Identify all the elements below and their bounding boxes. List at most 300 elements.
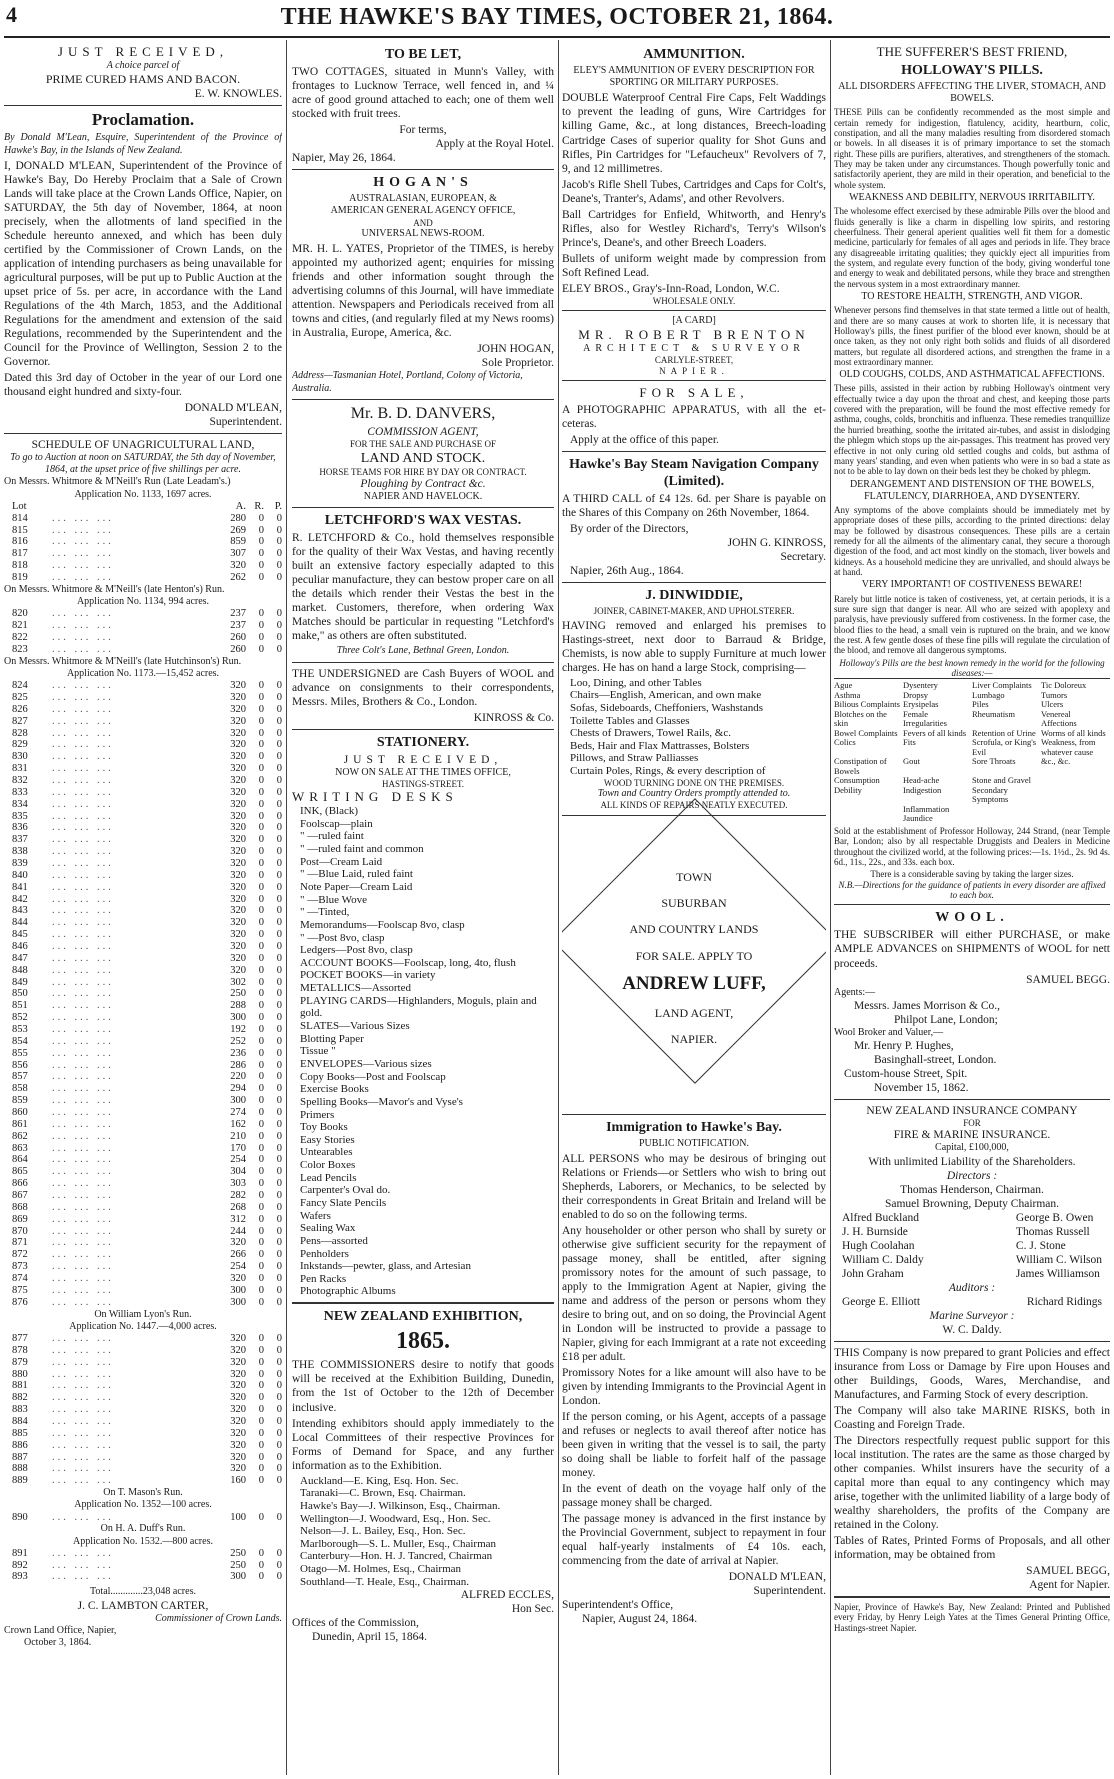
insurance-for: FOR xyxy=(963,1118,981,1129)
lot-leader: ... ... ... xyxy=(52,631,114,643)
lot-leader: ... ... ... xyxy=(52,1296,114,1308)
to-let-title: TO BE LET, xyxy=(384,47,462,62)
lot-roods: 0 xyxy=(258,1012,264,1024)
lot-leader: ... ... ... xyxy=(52,881,114,893)
lot-leader: ... ... ... xyxy=(52,952,114,964)
lot-number: 826 xyxy=(12,703,28,715)
lot-number: 835 xyxy=(12,810,28,822)
wool-agents: Agents:— xyxy=(834,986,876,998)
luff-line: LAND AGENT, xyxy=(654,1005,734,1020)
lot-roods: 0 xyxy=(258,1332,264,1344)
lot-row xyxy=(4,965,282,977)
furniture-item: Sofas, Sideboards, Cheffoniers, Washstands xyxy=(570,701,764,714)
lot-row xyxy=(4,1095,282,1107)
exhibition-date: Dunedin, April 15, 1864. xyxy=(312,1631,427,1644)
lot-number: 836 xyxy=(12,822,28,834)
lot-acres: 320 xyxy=(230,560,246,572)
holloway-para: THESE Pills can be confidently recommended as the most simple and certain remedy for indigestion, flatulency, acidity, heartburn, colic, constipation, and all the many maladies resulting from disordered stomach or bowels. In all diseases it is of primary importance to set the stomach right. These pills are purifiers, alteratives, and strengtheners of the stomach. They may be taken under any circumstances. Though powerfully tonic and satisfactorily aperient, they are mild in their operation, and beneficial to the whole system. xyxy=(834,107,1110,190)
hogan-sub4: UNIVERSAL NEWS-ROOM. xyxy=(361,227,485,239)
stationery-item: ENVELOPES—Various sizes xyxy=(300,1057,432,1070)
lot-row xyxy=(4,1107,282,1119)
lot-perches: 0 xyxy=(276,1451,282,1463)
lot-leader: ... ... ... xyxy=(52,643,114,655)
holloway-known: Holloway's Pills are the best known remedy in the world for the following diseases:— xyxy=(839,657,1105,678)
lot-leader: ... ... ... xyxy=(52,1356,114,1368)
lot-perches: 0 xyxy=(276,988,282,1000)
lot-row xyxy=(4,846,282,858)
disease-cell: Head-ache xyxy=(903,775,940,786)
insurance-title: NEW ZEALAND INSURANCE COMPANY xyxy=(866,1105,1078,1117)
disease-cell: Asthma xyxy=(834,689,861,700)
exhibition-body: THE COMMISSIONERS desire to notify that goods will be received at the Exhibition Building, Dunedin, from the 1st of October to the 12th of December inclusive. xyxy=(292,1359,554,1414)
lot-leader: ... ... ... xyxy=(52,703,114,715)
lot-roods: 0 xyxy=(258,774,264,786)
holloway-para: Any symptoms of the above complaints should be immediately met by appropriate doses of these pills, according to the printed directions: delay may be followed by disastrous consequences. These pills are a certain remedy for all the ailments of the alimentary canal, they secure a thorough digestion of the food, and act most kindly on the stomach, liver bowels and kidneys. As a household medicine they are unrivalled, and should always be at hand. xyxy=(834,504,1110,577)
ammunition-body: DOUBLE Waterproof Central Fire Caps, Felt Waddings to prevent the leading of guns, Wire Cartridges for killing Game, &c., at long distances, Breech-loading Cartridge Cases of superior quality for Shot Guns and Rifles, Pin Cartridges for "Lefaucheux" Revolvers of 7, 9, and 12 millimetres. xyxy=(562,92,826,175)
to-let-terms: For terms, xyxy=(399,124,447,137)
lot-leader: ... ... ... xyxy=(52,1154,114,1166)
disease-cell: Rheumatism xyxy=(972,708,1015,719)
lot-perches: 0 xyxy=(276,1559,282,1571)
lot-perches: 0 xyxy=(276,1416,282,1427)
office-line: Crown Land Office, Napier, xyxy=(4,1624,117,1636)
wax-title: LETCHFORD'S WAX VESTAS. xyxy=(324,513,522,529)
lot-perches: 0 xyxy=(276,786,282,798)
disease-cell: Female Irregularities xyxy=(903,708,947,729)
proclamation-by: By Donald M'Lean, Esquire, Superintendent of the Province of Hawke's Bay, in the Islands of New Zealand. xyxy=(4,132,282,156)
lot-leader: ... ... ... xyxy=(52,727,114,739)
lot-perches: 0 xyxy=(276,739,282,751)
lot-perches: 0 xyxy=(276,834,282,846)
lot-leader: ... ... ... xyxy=(52,846,114,858)
lot-perches: 0 xyxy=(276,1273,282,1285)
exhibition-office: Offices of the Commission, xyxy=(292,1617,419,1630)
lot-perches: 0 xyxy=(276,691,282,703)
lot-row xyxy=(4,1060,282,1072)
lot-number: 884 xyxy=(12,1416,28,1427)
lot-row xyxy=(4,513,282,525)
immigration-body3: Promissory Notes for a like amount will also have to be given by intending Immigrants to the Provincial Agent in London. xyxy=(562,1367,826,1408)
stationery-item: Pens—assorted xyxy=(300,1234,368,1247)
immigration-sign: DONALD M'LEAN, xyxy=(728,1571,826,1584)
disease-cell: Tumors xyxy=(1041,689,1068,700)
insurance-deputy: Samuel Browning, Deputy Chairman. xyxy=(884,1197,1060,1210)
lot-perches: 0 xyxy=(276,1296,282,1308)
danvers-sub: COMMISSION AGENT, xyxy=(367,426,479,439)
lot-roods: 0 xyxy=(258,1190,264,1202)
wool-body: THE SUBSCRIBER will either PURCHASE, or make AMPLE ADVANCES on SHIPMENTS of WOOL for nett proceeds. xyxy=(834,929,1110,970)
lot-acres: 294 xyxy=(230,1083,246,1095)
lot-acres: 320 xyxy=(230,964,246,976)
disease-cell: Debility xyxy=(834,784,862,795)
dinwiddie-repairs: ALL KINDS OF REPAIRS NEATLY EXECUTED. xyxy=(600,800,788,811)
furniture-item: Beds, Hair and Flax Mattrasses, Bolsters xyxy=(570,739,750,752)
diseases-table xyxy=(834,678,1110,824)
lot-number: 888 xyxy=(12,1463,28,1475)
lot-perches: 0 xyxy=(276,810,282,822)
lot-roods: 0 xyxy=(258,1095,264,1107)
lot-leader: ... ... ... xyxy=(52,1130,114,1142)
lot-roods: 0 xyxy=(258,1213,264,1225)
lot-leader: ... ... ... xyxy=(52,1380,114,1392)
lot-row xyxy=(4,1416,282,1428)
stationery-item: Spelling Books—Mavor's and Vyse's xyxy=(300,1095,463,1108)
lot-perches: 0 xyxy=(276,1095,282,1107)
lot-number: 829 xyxy=(12,739,28,751)
lot-number: 833 xyxy=(12,786,28,798)
lot-leader: ... ... ... xyxy=(52,1571,114,1583)
holloway-title: HOLLOWAY'S PILLS. xyxy=(901,62,1043,78)
wool-buyers-body: THE UNDERSIGNED are Cash Buyers of WOOL and advance on consignments to their correspondents, Messrs. Miles, Brothers & Co., London. xyxy=(292,667,554,708)
lot-roods: 0 xyxy=(258,1178,264,1190)
stationery-sale: NOW ON SALE AT THE TIMES OFFICE, xyxy=(335,766,511,778)
lot-acres: 302 xyxy=(230,976,246,988)
insurance-sign-title: Agent for Napier. xyxy=(1029,1579,1110,1592)
lot-number: 842 xyxy=(12,893,28,905)
disease-cell: Consumption xyxy=(834,775,880,786)
lot-leader: ... ... ... xyxy=(52,1213,114,1225)
lot-perches: 0 xyxy=(276,1178,282,1190)
lot-row xyxy=(4,1119,282,1131)
lot-leader: ... ... ... xyxy=(52,1344,114,1356)
holloway-top: THE SUFFERER'S BEST FRIEND, xyxy=(876,44,1068,59)
stationery-item: METALLICS—Assorted xyxy=(300,982,411,995)
lot-leader: ... ... ... xyxy=(52,1439,114,1451)
lot-number: 863 xyxy=(12,1142,28,1154)
lot-number: 873 xyxy=(12,1261,28,1273)
lot-roods: 0 xyxy=(258,1261,264,1273)
lot-perches: 0 xyxy=(276,620,282,632)
lot-row xyxy=(4,1440,282,1452)
exhibition-title: NEW ZEALAND EXHIBITION, xyxy=(323,1309,523,1325)
disease-cell: &c., &c. xyxy=(1041,756,1071,767)
lot-roods: 0 xyxy=(258,560,264,572)
lot-number: 879 xyxy=(12,1356,28,1368)
brenton-sub: ARCHITECT & SURVEYOR xyxy=(583,343,805,355)
lot-acres: 254 xyxy=(230,1154,246,1166)
lot-perches: 0 xyxy=(276,846,282,858)
lot-roods: 0 xyxy=(258,1059,264,1071)
lot-leader: ... ... ... xyxy=(52,1201,114,1213)
lot-number: 824 xyxy=(12,680,28,692)
lot-acres: 320 xyxy=(230,834,246,846)
lot-leader: ... ... ... xyxy=(52,560,114,572)
ammunition-sub: ELEY'S AMMUNITION OF EVERY DESCRIPTION FOR SPORTING OR MILITARY PURPOSES. xyxy=(573,65,815,89)
lot-number: 853 xyxy=(12,1023,28,1035)
lot-row xyxy=(4,1345,282,1357)
lot-number: 839 xyxy=(12,857,28,869)
lot-roods: 0 xyxy=(258,1047,264,1059)
wool-broker: Wool Broker and Valuer,— xyxy=(834,1026,944,1038)
holloway-saving: There is a considerable saving by taking the larger sizes. xyxy=(870,869,1074,880)
lot-perches: 0 xyxy=(276,1249,282,1261)
lot-perches: 0 xyxy=(276,881,282,893)
lot-roods: 0 xyxy=(258,1284,264,1296)
lot-roods: 0 xyxy=(258,763,264,775)
wool-broker-2: Basinghall-street, London. xyxy=(874,1053,997,1066)
wool-agent-1: Messrs. James Morrison & Co., xyxy=(854,999,1000,1012)
lot-number: 875 xyxy=(12,1284,28,1296)
insurance-surveyor: Marine Surveyor : xyxy=(929,1309,1015,1322)
lot-row xyxy=(4,1249,282,1261)
lot-row xyxy=(4,1190,282,1202)
luff-line: AND COUNTRY LANDS xyxy=(629,922,759,937)
lot-perches: 0 xyxy=(276,572,282,584)
lot-row xyxy=(4,1475,282,1487)
director-name: James Williamson xyxy=(1015,1267,1100,1280)
ammunition-wholesale: WHOLESALE ONLY. xyxy=(652,295,736,306)
stationery-item: Untearables xyxy=(300,1146,353,1159)
lot-acres: 262 xyxy=(230,572,246,584)
insurance-para: The Company will also take MARINE RISKS, both in Coasting and Foreign Trade. xyxy=(834,1404,1110,1431)
perches-col-head: P. xyxy=(274,500,282,512)
lot-acres: 160 xyxy=(230,1475,246,1487)
lot-perches: 0 xyxy=(276,1344,282,1356)
lot-acres: 320 xyxy=(230,905,246,917)
lot-perches: 0 xyxy=(276,560,282,572)
lot-roods: 0 xyxy=(258,1475,264,1487)
lot-number: 828 xyxy=(12,727,28,739)
lot-roods: 0 xyxy=(258,1201,264,1213)
immigration-sign-title: Superintendent. xyxy=(753,1585,826,1598)
lot-roods: 0 xyxy=(258,1451,264,1463)
lot-perches: 0 xyxy=(276,536,282,548)
newspaper-title: THE HAWKE'S BAY TIMES, OCTOBER 21, 1864. xyxy=(280,4,834,30)
to-let-body: TWO COTTAGES, situated in Munn's Valley, with frontages to Lucknow Terrace, well fenced in, and ¼ acre of good ground attached to each; one of them well stocked with fruit trees. xyxy=(292,66,554,121)
lot-acres: 320 xyxy=(230,763,246,775)
exhibition-committee: Southland—T. Heale, Esq., Chairman. xyxy=(300,1575,470,1588)
roods-col-head: R. xyxy=(254,500,264,512)
lot-leader: ... ... ... xyxy=(52,608,114,620)
stationery-item: Ledgers—Post 8vo, clasp xyxy=(300,944,413,957)
lot-roods: 0 xyxy=(258,1416,264,1427)
hams-sign: E. W. KNOWLES. xyxy=(194,87,282,100)
lots-table-6 xyxy=(4,1548,282,1584)
lot-roods: 0 xyxy=(258,905,264,917)
disease-cell: Constipation of Bowels xyxy=(834,756,887,776)
lot-leader: ... ... ... xyxy=(52,1249,114,1261)
immigration-body: ALL PERSONS who may be desirous of bringing out Relations or Friends—or Settlers who wish to bring out Shepherds, Laborers, or Mechanics, to be selected by their correspondents in Great Britain and Ireland will be enabled to do so on the following terms. xyxy=(562,1152,826,1221)
lot-perches: 0 xyxy=(276,1166,282,1178)
furniture-item: Toilette Tables and Glasses xyxy=(570,714,690,727)
stationery-item: ACCOUNT BOOKS—Foolscap, long, 4to, flush xyxy=(300,956,516,969)
furniture-item: Chests of Drawers, Towel Rails, &c. xyxy=(570,727,731,740)
lot-leader: ... ... ... xyxy=(52,1547,114,1559)
lot-roods: 0 xyxy=(258,643,264,655)
lot-number: 815 xyxy=(12,524,28,536)
holloway-section: VERY IMPORTANT! OF COSTIVENESS BEWARE! xyxy=(861,579,1083,591)
lot-row xyxy=(4,1369,282,1381)
holloway-section: OLD COUGHS, COLDS, AND ASTHMATICAL AFFECTIONS. xyxy=(839,369,1105,381)
hogan-body: MR. H. L. YATES, Proprietor of the TIMES, is hereby appointed my authorized agent; enquiries for missing friends and other information sought through the advertising columns of this Journal, will have immediate attention. Newspapers and Periodicals received from all towns and cities, (and regularly filed at my News rooms) in Australia, Europe, America, &c. xyxy=(292,243,554,340)
lot-roods: 0 xyxy=(258,1083,264,1095)
lot-row xyxy=(4,1178,282,1190)
lot-roods: 0 xyxy=(258,1463,264,1475)
column-3 xyxy=(562,44,826,1772)
lot-leader: ... ... ... xyxy=(52,917,114,929)
lot-acres: 274 xyxy=(230,1107,246,1118)
lot-perches: 0 xyxy=(276,940,282,952)
lot-number: 846 xyxy=(12,940,28,952)
disease-cell: Ulcers xyxy=(1041,699,1064,710)
lot-leader: ... ... ... xyxy=(52,1118,114,1130)
lot-roods: 0 xyxy=(258,1118,264,1130)
lot-leader: ... ... ... xyxy=(52,786,114,798)
lot-perches: 0 xyxy=(276,715,282,727)
disease-cell: Stone and Gravel xyxy=(972,775,1032,786)
lot-acres: 320 xyxy=(230,1332,246,1344)
application-heading: Application No. 1173.—15,452 acres. xyxy=(66,667,220,679)
lot-roods: 0 xyxy=(258,1142,264,1154)
lot-acres: 320 xyxy=(230,680,246,692)
lot-acres: 266 xyxy=(230,1249,246,1261)
furniture-item: Chairs—English, American, and own make xyxy=(570,689,762,702)
insurance-para: The Directors respectfully request public support for this local institution. The rates are the same as those charged by other companies. Whilst insurers have the security of a capital more than equal to any contingency which may arise, together with the unlimited liability of a large body of wealthy shareholders, the profits of the Company are retained in the Colony. xyxy=(834,1434,1110,1531)
lot-number: 864 xyxy=(12,1154,28,1166)
lot-leader: ... ... ... xyxy=(52,739,114,751)
lot-row xyxy=(4,1154,282,1166)
director-name: Thomas Russell xyxy=(1015,1225,1090,1238)
lot-row xyxy=(4,716,282,728)
lot-row xyxy=(4,739,282,751)
lot-leader: ... ... ... xyxy=(52,1083,114,1095)
proclamation-body: I, DONALD M'LEAN, Superintendent of the Province of Hawke's Bay, Do Hereby Proclaim that a Sale of Crown Lands will take place at the Crown Lands Office, Napier, on SATURDAY, the 5th day of November, 1864, at noon precisely, when the allotments of land specified in the Schedule hereunto annexed, and which has been duly certified by the Commissioner of Crown Lands, on the application of intending purchasers as being unavailable for agricultural purposes, will be put up to Public Auction at the upset price of 5s. per acre, in accordance with the Land Regulations of the 4th March, 1853, and the Additional Regulations for the amendment and extension of the said Regulations, recommended by the Superintendent and the Council for the Province of Wellington, Session 2 to the Governor. xyxy=(4,159,282,369)
wool-date: November 15, 1862. xyxy=(874,1081,969,1094)
stationery-item: SLATES—Various Sizes xyxy=(300,1020,410,1033)
lot-number: 870 xyxy=(12,1225,28,1237)
disease-cell xyxy=(834,814,903,824)
lot-leader: ... ... ... xyxy=(52,1023,114,1035)
lot-leader: ... ... ... xyxy=(52,964,114,976)
holloway-para: The wholesome effect exercised by these admirable Pills over the blood and fluids generally is like a charm in dispelling low spirits, and restoring cheerfulness. Their general aperient qualities well fit them for a domestic medicine, particularly for females of all ages and periods in life. They brace any disagreeable irritating qualities; they quickly eject all impurities from the system, and regulate every function of the body, giving wonderful tone and energy to weak and debilitated persons, while they brace and strengthen the nervous system in a most extraordinary manner. xyxy=(834,206,1110,289)
lot-perches: 0 xyxy=(276,1059,282,1071)
hams-sub: A choice parcel of xyxy=(106,59,180,71)
lot-acres: 320 xyxy=(230,822,246,834)
lot-row xyxy=(4,1143,282,1155)
lot-number: 862 xyxy=(12,1130,28,1142)
disease-cell: Lumbago xyxy=(972,689,1005,700)
luff-line: FOR SALE. APPLY TO xyxy=(635,948,753,963)
lot-row xyxy=(4,1012,282,1024)
lot-row xyxy=(4,1297,282,1309)
director-name: Hugh Coolahan xyxy=(842,1239,915,1252)
lot-number: 882 xyxy=(12,1392,28,1404)
stationery-item: Foolscap—plain xyxy=(300,817,373,830)
lot-roods: 0 xyxy=(258,893,264,905)
lot-roods: 0 xyxy=(258,1273,264,1285)
lot-number: 819 xyxy=(12,572,28,584)
lot-perches: 0 xyxy=(276,964,282,976)
furniture-item: Loo, Dining, and other Tables xyxy=(570,676,702,689)
lot-number: 865 xyxy=(12,1166,28,1178)
lot-acres: 320 xyxy=(230,786,246,798)
lot-row xyxy=(4,1000,282,1012)
furniture-item: Curtain Poles, Rings, & every description of xyxy=(570,765,766,778)
luff-diamond-ad xyxy=(562,820,826,1110)
lot-perches: 0 xyxy=(276,857,282,869)
hogan-sign: JOHN HOGAN, xyxy=(477,343,554,356)
wax-body: R. LETCHFORD & Co., hold themselves responsible for the quality of their Wax Vestas, and having recently built an extensive factory especially adapted to this peculiar manufacture, they can bestow proper care on all the details which render their Vestas the best in the market. Customers, therefore, when ordering Wax Matches should be particular in requesting "Letchford's make," as others are often substituted. xyxy=(292,532,554,643)
exhibition-sign-title: Hon Sec. xyxy=(511,1603,554,1616)
disease-cell: Worms of all kinds xyxy=(1041,727,1106,738)
holloway-para: Rarely but little notice is taken of costiveness, yet, at certain periods, it is a sure sure sign that danger is near. All who are seized with apoplexy and paralysis, have previously suffered from costiveness. In the former case, the blood flies to the head, a small vein is ruptured on the brain, and we know the rest. A few gentle doses of these fine pills will regulate the circulation of the blood, and remove all dangerous symptoms. xyxy=(834,593,1110,656)
lot-number: 818 xyxy=(12,560,28,572)
lot-leader: ... ... ... xyxy=(52,1261,114,1273)
lot-number: 848 xyxy=(12,964,28,976)
lot-roods: 0 xyxy=(258,703,264,715)
insurance-capital: Capital, £100,000, xyxy=(935,1142,1009,1154)
lot-leader: ... ... ... xyxy=(52,1273,114,1285)
lot-row xyxy=(4,1237,282,1249)
lot-roods: 0 xyxy=(258,715,264,727)
dinwiddie-sub: JOINER, CABINET-MAKER, AND UPHOLSTERER. xyxy=(593,606,795,617)
auditor-name: Richard Ridings xyxy=(1026,1295,1102,1308)
lot-leader: ... ... ... xyxy=(52,763,114,775)
lot-row xyxy=(4,728,282,740)
lot-row xyxy=(4,870,282,882)
lot-perches: 0 xyxy=(276,952,282,964)
lot-acres: 320 xyxy=(230,774,246,786)
director-name: William C. Wilson xyxy=(1015,1253,1102,1266)
lot-row xyxy=(4,1083,282,1095)
danvers-for: FOR THE SALE AND PURCHASE OF xyxy=(349,439,497,450)
lot-row xyxy=(4,775,282,787)
immigration-sub: PUBLIC NOTIFICATION. xyxy=(639,1137,749,1149)
lot-roods: 0 xyxy=(258,1225,264,1237)
stationery-item: Easy Stories xyxy=(300,1133,355,1146)
disease-cell xyxy=(972,814,1041,824)
lot-leader: ... ... ... xyxy=(52,1047,114,1059)
lot-number: 856 xyxy=(12,1059,28,1071)
lot-number: 821 xyxy=(12,620,28,632)
holloway-nb: N.B.—Directions for the guidance of patients in every disorder are affixed to each box. xyxy=(838,879,1106,901)
forsale-title: FOR SALE, xyxy=(639,384,749,400)
lot-acres: 288 xyxy=(230,1000,246,1012)
lot-perches: 0 xyxy=(276,1404,282,1416)
lot-number: 889 xyxy=(12,1475,28,1487)
lot-leader: ... ... ... xyxy=(52,524,114,536)
lot-row xyxy=(4,572,282,584)
forsale-apply: Apply at the office of this paper. xyxy=(570,433,719,446)
disease-cell: Bilious Complaints xyxy=(834,699,900,710)
lot-row xyxy=(4,1452,282,1464)
lot-perches: 0 xyxy=(276,1047,282,1059)
lot-perches: 0 xyxy=(276,1190,282,1202)
application-heading: Application No. 1447.—4,000 acres. xyxy=(69,1320,217,1332)
lot-acres: 320 xyxy=(230,798,246,810)
lot-number: 843 xyxy=(12,905,28,917)
lot-leader: ... ... ... xyxy=(52,751,114,763)
lot-acres: 320 xyxy=(230,1404,246,1416)
stationery-item: Primers xyxy=(300,1108,335,1121)
lot-perches: 0 xyxy=(276,1142,282,1154)
wax-address: Three Colt's Lane, Bethnal Green, London. xyxy=(336,645,510,657)
lot-roods: 0 xyxy=(258,964,264,976)
lot-row xyxy=(4,536,282,548)
disease-cell: Dysentery xyxy=(903,680,938,691)
stationery-item: POCKET BOOKS—in variety xyxy=(300,969,436,982)
lot-row xyxy=(4,692,282,704)
holloway-para: Whenever persons find themselves in that state termed a little out of health, and there are so many causes at work to shorten life, it is necessary that Holloway's pills, the finest purifier of the blood ever known, should be at once taken, as they not only right both solids and fluids of all disordered matters, but regulate all disordered actions, and strengthen the frame in a most extraordinary manner. xyxy=(834,305,1110,367)
stationery-item: Carpenter's Oval do. xyxy=(300,1184,391,1197)
steam-sign: JOHN G. KINROSS, xyxy=(727,537,826,550)
lot-leader: ... ... ... xyxy=(52,1107,114,1118)
lot-roods: 0 xyxy=(258,834,264,846)
lot-perches: 0 xyxy=(276,1368,282,1380)
lot-leader: ... ... ... xyxy=(52,905,114,917)
lot-number: 838 xyxy=(12,846,28,858)
lot-row xyxy=(4,799,282,811)
